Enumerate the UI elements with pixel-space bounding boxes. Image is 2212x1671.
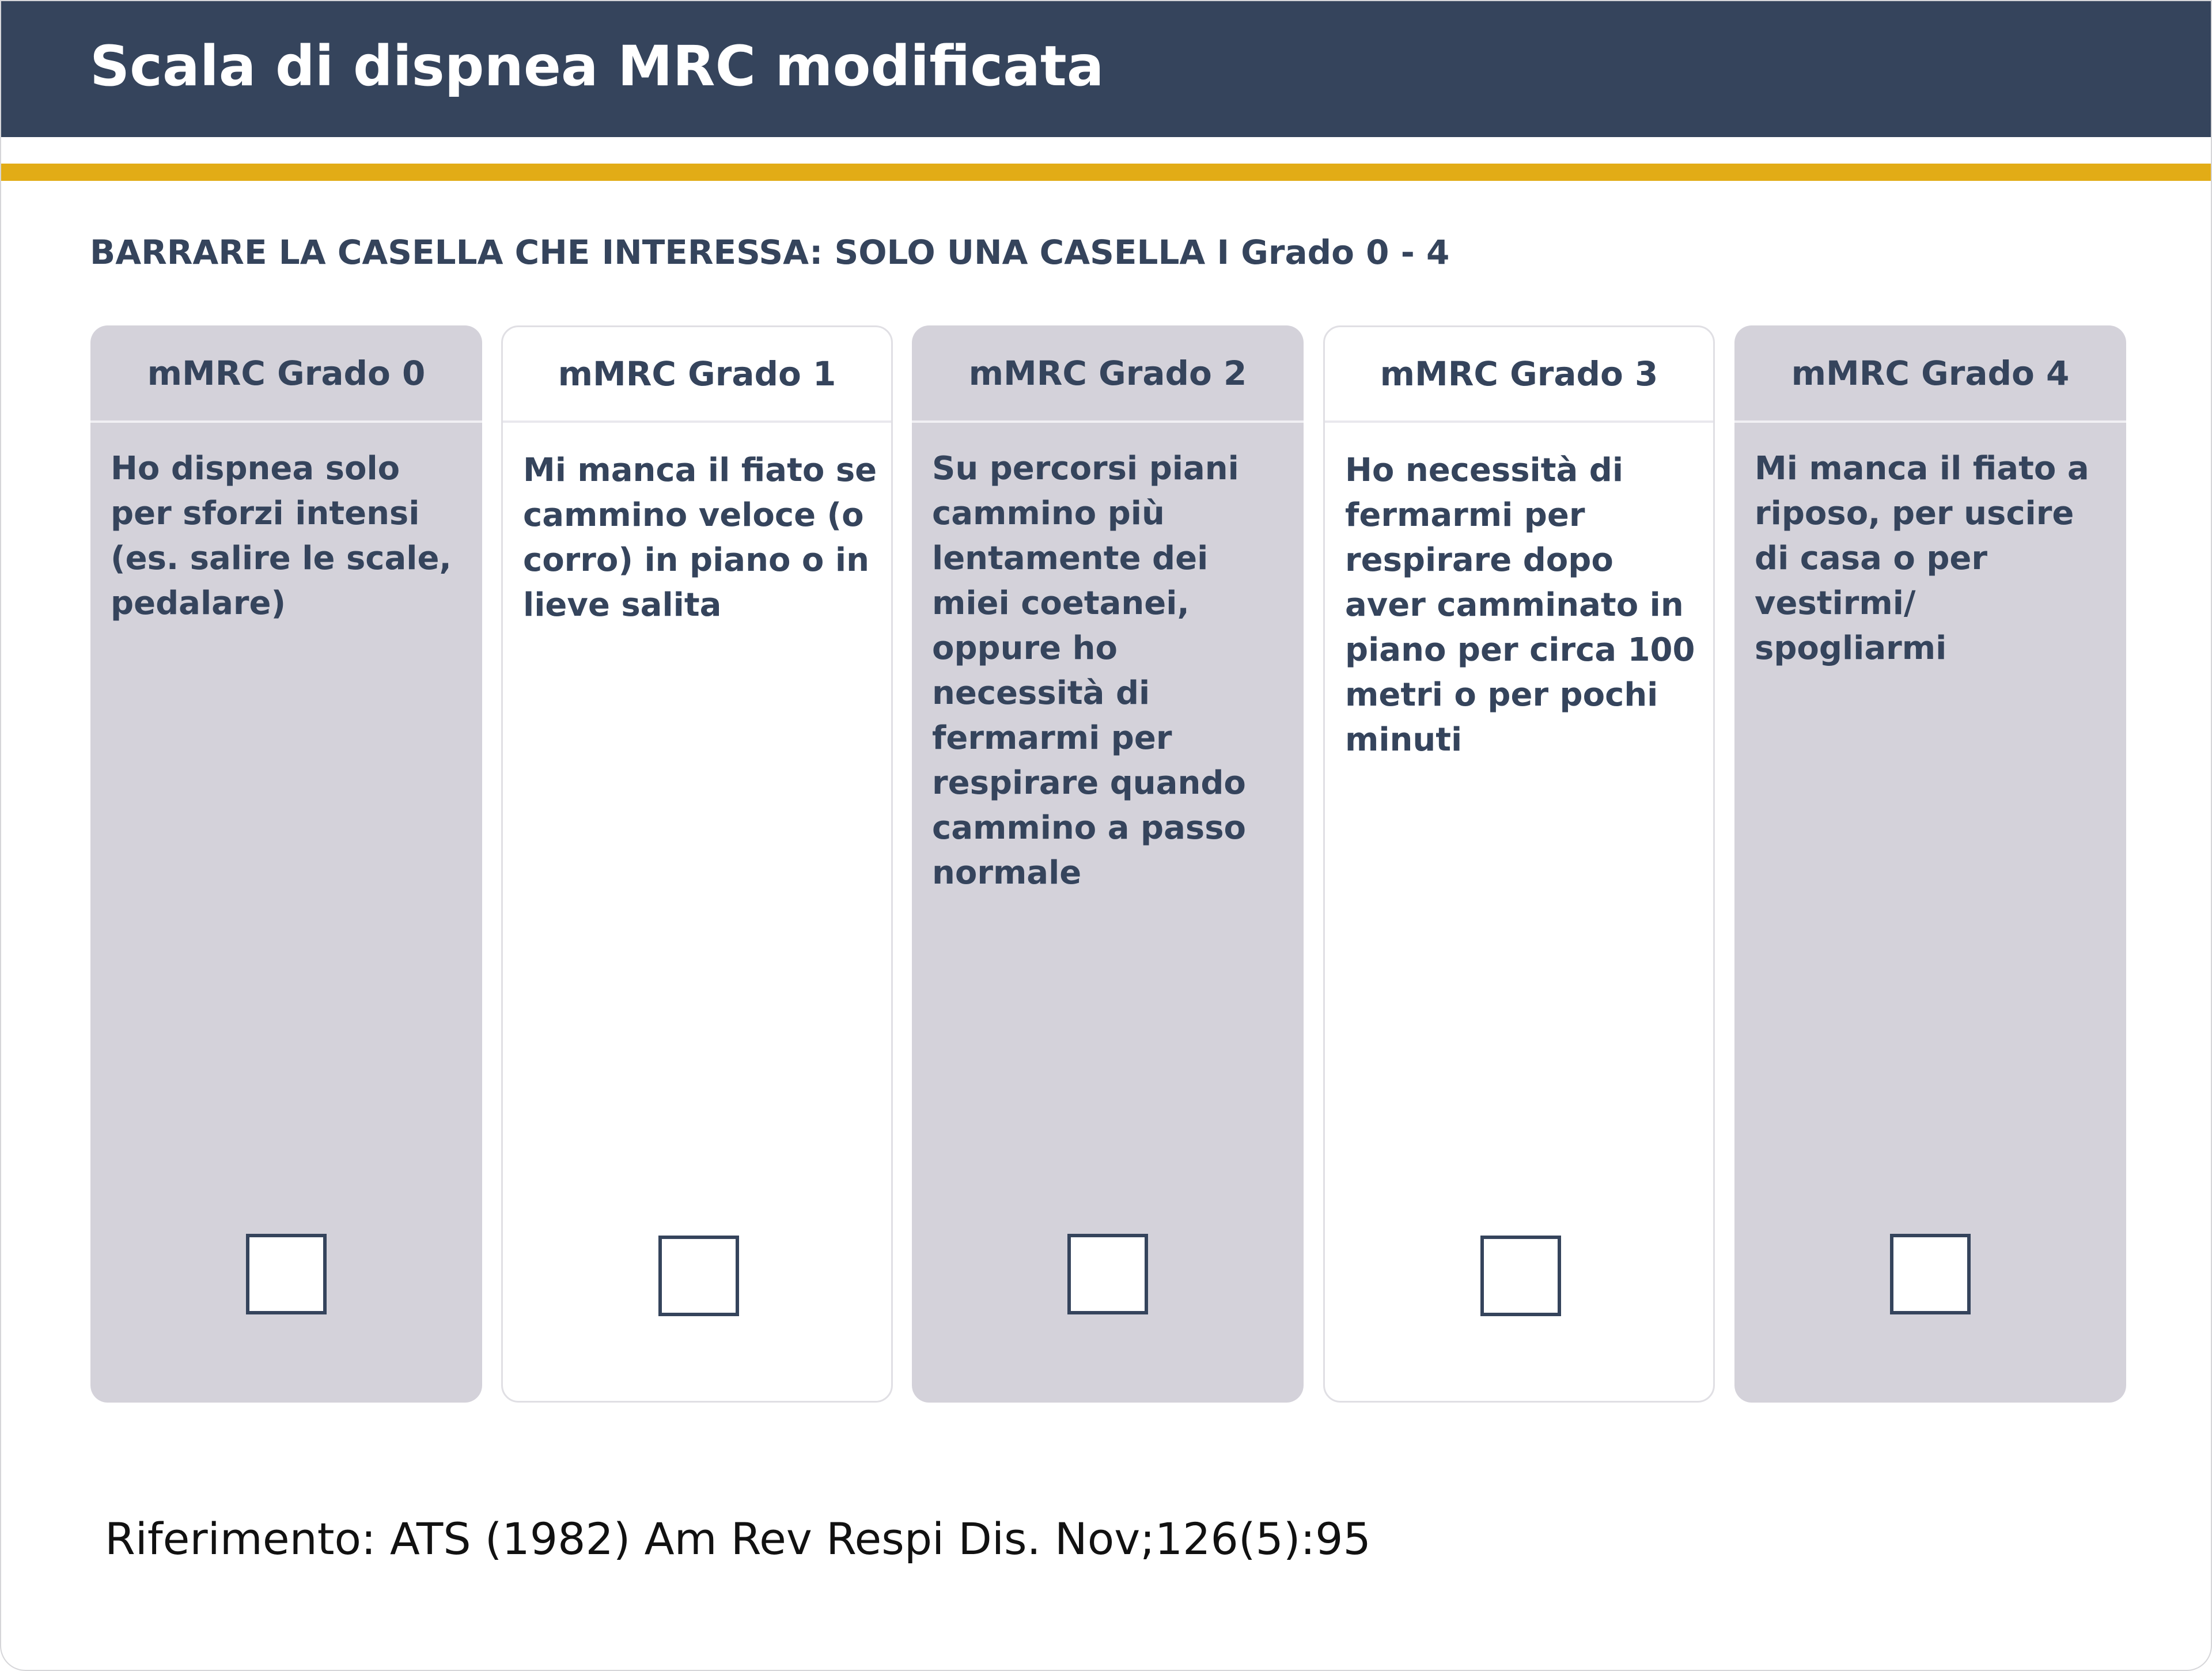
grade-heading: mMRC Grado 1 (503, 327, 891, 423)
reference-citation: Riferimento: ATS (1982) Am Rev Respi Dis. Nov;126(5):95 (105, 1513, 1371, 1564)
grade-card-1 (501, 325, 893, 1403)
grade-heading: mMRC Grado 4 (1734, 325, 2126, 423)
grade-0-checkbox[interactable] (246, 1234, 327, 1314)
grade-card-2 (912, 325, 1304, 1403)
grade-description: Mi manca il fiato se cammino veloce (o corro) in piano o in lieve salita (523, 452, 877, 624)
grade-3-checkbox[interactable] (1480, 1236, 1561, 1316)
instruction-text: BARRARE LA CASELLA CHE INTERESSA: SOLO UNA CASELLA I Grado 0 - 4 (90, 233, 1450, 272)
header-bar (1, 1, 2211, 137)
grade-description: Ho necessità di fermarmi per respirare dopo aver camminato in piano per circa 100 metri o per pochi minuti (1345, 452, 1695, 759)
grade-heading: mMRC Grado 3 (1325, 327, 1713, 423)
grade-heading: mMRC Grado 0 (90, 325, 482, 423)
grade-card-4 (1734, 325, 2126, 1403)
grade-card-3 (1323, 325, 1715, 1403)
grade-2-checkbox[interactable] (1067, 1234, 1148, 1314)
page-title: Scala di dispnea MRC modificata (90, 34, 1104, 98)
accent-stripe (1, 164, 2211, 181)
grade-card-0 (90, 325, 482, 1403)
grade-1-checkbox[interactable] (658, 1236, 739, 1316)
grade-heading: mMRC Grado 2 (912, 325, 1304, 423)
grade-description: Mi manca il fiato a riposo, per uscire di casa o per vestirmi/ spogliarmi (1755, 450, 2089, 667)
grade-cards (90, 325, 2126, 1403)
grade-description: Ho dispnea solo per sforzi intensi (es. salire le scale, pedalare) (111, 450, 452, 622)
grade-4-checkbox[interactable] (1890, 1234, 1971, 1314)
grade-description: Su percorsi piani cammino più lentamente dei miei coetanei, oppure ho necessità di fermarmi per respirare quando cammino a passo normale (932, 450, 1247, 892)
